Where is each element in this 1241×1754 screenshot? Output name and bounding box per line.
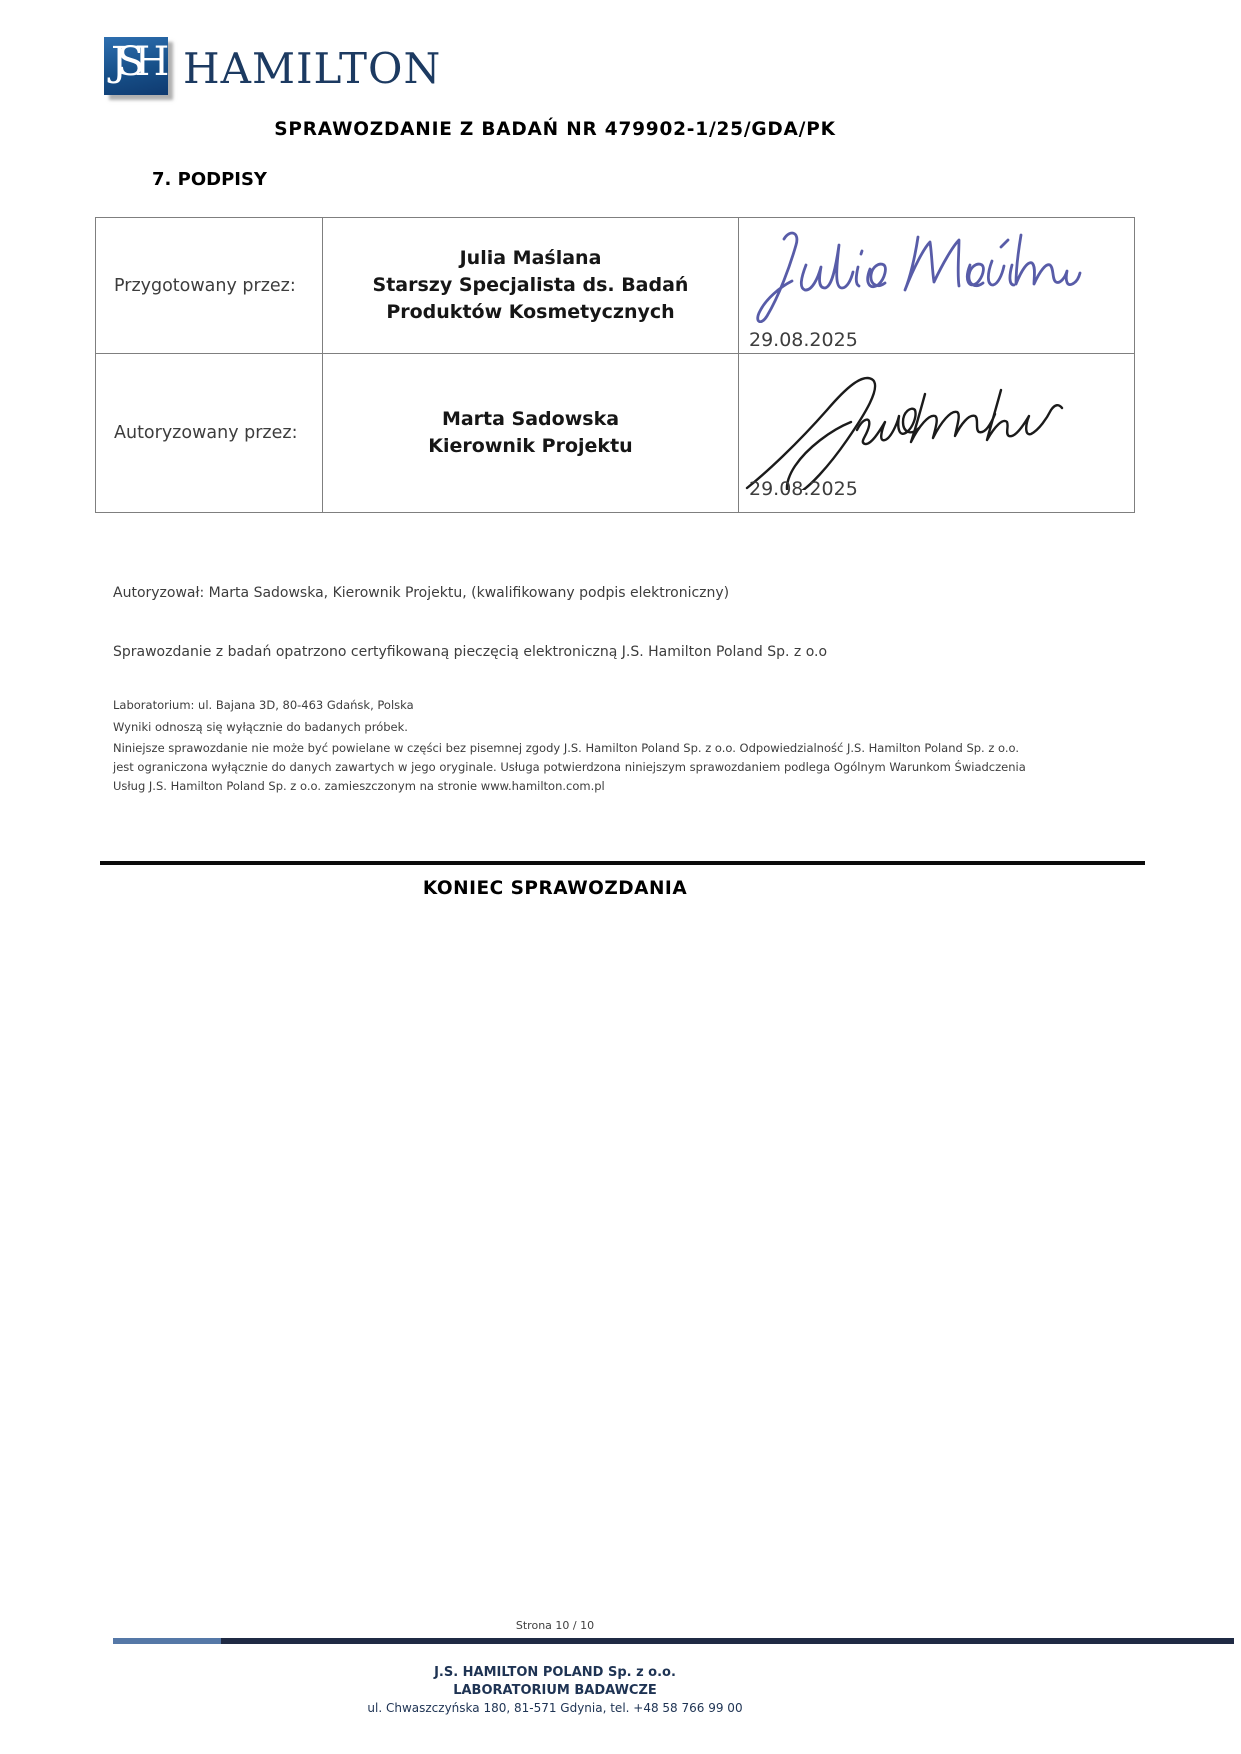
footer-company-name: J.S. HAMILTON POLAND Sp. z o.o. [434,1665,676,1680]
role-label: Autoryzowany przez: [114,423,298,443]
signatures-table [95,217,1135,513]
horizontal-rule [100,861,1145,865]
disclaimer-line: jest ograniczona wyłącznie do danych zawartych w jego oryginale. Usługa potwierdzona niniejszym sprawozdaniem podlega Ogólnym Warunkom Świadczenia [113,760,1026,774]
person-position-line: Starszy Specjalista ds. Badań [372,274,689,296]
footer-bar [113,1638,1234,1644]
person-position-line: Kierownik Projektu [428,435,633,457]
signature-cell [739,354,1135,513]
end-of-report-marker: KONIEC SPRAWOZDANIA [422,878,688,899]
table-row-prepared-by [96,218,1135,354]
footer-bar-accent [113,1638,221,1644]
disclaimer-line: Usług J.S. Hamilton Poland Sp. z o.o. zamieszczonym na stronie www.hamilton.com.pl [113,779,605,793]
signature-date: 29.08.2025 [749,478,858,500]
person-name: Julia Maślana [459,247,602,269]
person-position-line: Produktów Kosmetycznych [386,301,675,323]
jsh-logo-icon [104,37,168,95]
role-label: Przygotowany przez: [114,275,296,296]
table-row-authorized-by [96,354,1135,513]
person-cell [323,354,739,513]
laboratory-address-note: Laboratorium: ul. Bajana 3D, 80-463 Gdańsk, Polska [113,698,414,712]
disclaimer-line: Niniejsze sprawozdanie nie może być powielane w części bez pisemnej zgody J.S. Hamilton Poland Sp. z o.o. Odpowiedzialność J.S. Hamilton Poland Sp. z o.o. [113,741,1020,755]
disclaimer-paragraph [113,739,1026,796]
footer-address: ul. Chwaszczyńska 180, 81-571 Gdynia, tel. +48 58 766 99 00 [367,1701,743,1715]
person-cell [323,218,739,354]
section-heading-podpisy: 7. PODPISY [152,169,267,190]
role-cell [96,218,323,354]
hamilton-brand-text: HAMILTON [183,44,442,93]
signature-date: 29.08.2025 [749,329,858,351]
person-name: Marta Sadowska [441,408,620,430]
jsh-monogram: JSH [111,39,160,85]
signature-marta-sadowska [741,362,1071,490]
report-title: SPRAWOZDANIE Z BADAŃ NR 479902-1/25/GDA/PK [274,119,836,140]
role-cell [96,354,323,513]
authorized-note: Autoryzował: Marta Sadowska, Kierownik Projektu, (kwalifikowany podpis elektroniczny) [113,585,730,601]
electronic-seal-note: Sprawozdanie z badań opatrzono certyfikowaną pieczęcią elektroniczną J.S. Hamilton Poland Sp. z o.o [113,644,828,660]
signature-julia-maslana [754,223,1084,323]
page-indicator: Strona 10 / 10 [515,1619,595,1632]
signature-cell [739,218,1135,354]
footer-lab-name: LABORATORIUM BADAWCZE [453,1683,657,1698]
results-scope-note: Wyniki odnoszą się wyłącznie do badanych próbek. [113,720,408,734]
